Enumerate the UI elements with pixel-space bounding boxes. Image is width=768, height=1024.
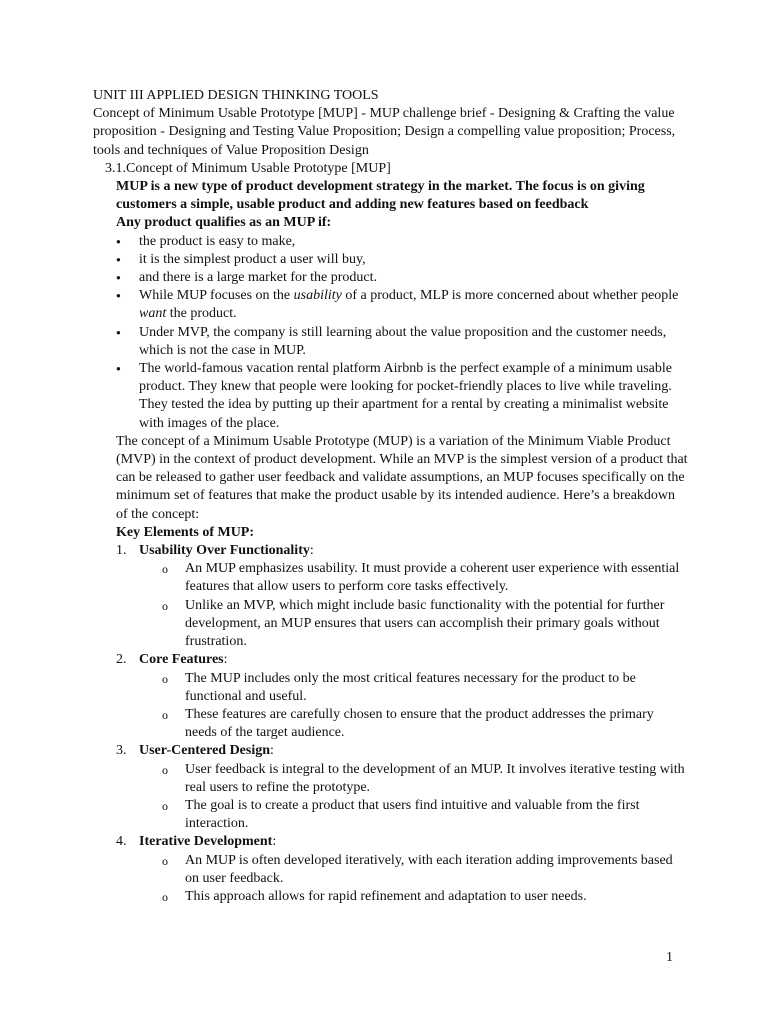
sub-item: o User feedback is integral to the development of an MUP. It involves iterative testing with real users to refine the prototype. — [162, 761, 688, 797]
sub-item: o The MUP includes only the most critical features necessary for the product to be functional and useful. — [162, 670, 688, 706]
element-sublist — [139, 761, 688, 834]
element-colon: : — [309, 543, 314, 559]
element-title: Usability Over Functionality — [139, 543, 310, 559]
unit-title: UNIT III APPLIED DESIGN THINKING TOOLS — [93, 88, 379, 103]
element-title: Core Features — [139, 652, 224, 668]
key-elements-heading: Key Elements of MUP: — [116, 524, 255, 540]
element-sublist — [139, 852, 688, 907]
lead-statement: MUP is a new type of product development strategy in the market. The focus is on giving customers a simple, usable product and adding new features based on feedback — [116, 179, 645, 213]
element-number: 4. — [116, 834, 127, 850]
bullet-item: ● the product is easy to make, — [116, 233, 688, 251]
element-title: Iterative Development — [139, 834, 273, 850]
emphasis-usability: usability — [293, 288, 342, 304]
bullet-item: ● The world-famous vacation rental platform Airbnb is the perfect example of a minimum usable product. They knew that people were looking for pocket-friendly places to live while traveling. They tested the idea by putting up their apartment for a rental by creating a minimalist website with images of the place. — [116, 360, 688, 433]
qualifies-list — [93, 233, 688, 433]
element-item — [116, 742, 688, 833]
element-number: 1. — [116, 543, 127, 559]
qualifies-heading: Any product qualifies as an MUP if: — [116, 215, 332, 231]
element-number: 2. — [116, 652, 127, 668]
page-number: 1 — [666, 950, 673, 965]
element-colon: : — [270, 743, 274, 759]
bullet-item: ● Under MVP, the company is still learning about the value proposition and the customer needs, which is not the case in MUP. — [116, 324, 688, 360]
element-colon: : — [272, 834, 277, 850]
sub-item: o This approach allows for rapid refinement and adaptation to user needs. — [162, 888, 688, 906]
concept-paragraph: The concept of a Minimum Usable Prototype (MUP) is a variation of the Minimum Viable Product (MVP) in the context of product development. While an MVP is the simplest version of a product that can be released to gather user feedback and validate assumptions, an MUP focuses specifically on the minimum set of features that make the product usable by its intended audience. Here’s a breakdown of the concept: — [116, 433, 688, 522]
bullet-text: the product. — [166, 306, 237, 322]
bullet-item: ● it is the simplest product a user will buy, — [116, 251, 688, 269]
sub-item: o Unlike an MVP, which might include basic functionality with the potential for further development, an MUP ensures that users can accomplish their primary goals without frustration. — [162, 597, 688, 652]
bullet-text: of a product, MLP is more concerned about whether people — [341, 288, 679, 304]
element-item — [116, 542, 688, 651]
element-colon: : — [223, 652, 228, 668]
sub-item: o These features are carefully chosen to ensure that the product addresses the primary needs of the target audience. — [162, 706, 688, 742]
element-title: User-Centered Design — [139, 743, 271, 759]
sub-item: o The goal is to create a product that users find intuitive and valuable from the first interaction. — [162, 797, 688, 833]
sub-item: o An MUP emphasizes usability. It must provide a coherent user experience with essential features that allow users to perform core tasks effectively. — [162, 560, 688, 596]
element-number: 3. — [116, 743, 127, 759]
element-sublist — [139, 670, 688, 743]
bullet-text: While MUP focuses on the — [139, 288, 294, 304]
bullet-item: ● and there is a large market for the product. — [116, 269, 688, 287]
bullet-item-usability — [116, 287, 688, 323]
element-item — [116, 651, 688, 742]
element-sublist — [139, 560, 688, 651]
unit-intro: Concept of Minimum Usable Prototype [MUP] - MUP challenge brief - Designing & Crafting the value proposition - Designing and Testing Value Proposition; Design a compelling value proposition; Process, tools and techniques of Value Proposition Design — [93, 106, 676, 158]
section-heading: 3.1.Concept of Minimum Usable Prototype [MUP] — [105, 160, 391, 176]
key-elements-list — [93, 542, 688, 906]
element-item — [116, 833, 688, 906]
emphasis-want: want — [139, 306, 167, 322]
sub-item: o An MUP is often developed iteratively, with each iteration adding improvements based on user feedback. — [162, 852, 688, 888]
